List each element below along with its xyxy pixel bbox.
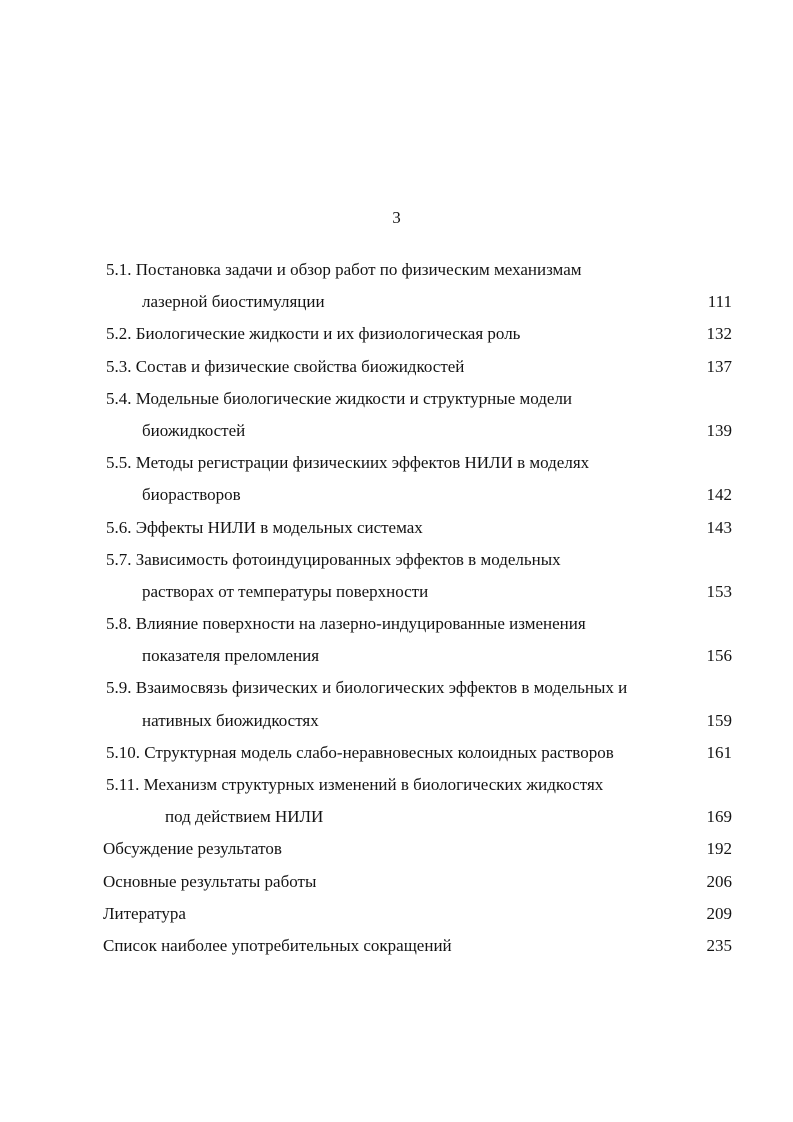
toc-entry	[0, 866, 793, 898]
toc-entry	[0, 898, 793, 930]
toc-entry-title: 5.11. Механизм структурных изменений в биологических жидкостях	[106, 775, 604, 794]
toc-entry-title: под действием НИЛИ	[165, 807, 324, 827]
toc-entry-page: 142	[706, 485, 732, 505]
toc-entry	[0, 737, 793, 769]
page-number: 3	[392, 208, 401, 227]
toc-entry	[0, 930, 793, 962]
toc-entry-title: Основные результаты работы	[103, 871, 317, 891]
toc-entry-title: растворах от температуры поверхности	[142, 581, 429, 601]
toc-entry	[0, 544, 793, 576]
toc-entry-title: 5.4. Модельные биологические жидкости и структурные модели	[106, 388, 573, 408]
toc-entry	[0, 254, 793, 286]
toc-entry-title: 5.8. Влияние поверхности на лазерно-индуцированные изменения	[106, 614, 586, 634]
toc-entry	[0, 640, 793, 672]
toc-entry	[0, 318, 793, 350]
toc-entry-page: 156	[706, 646, 732, 666]
toc-entry-title: 5.6. Эффекты НИЛИ в модельных системах	[106, 517, 423, 537]
toc-entry	[0, 512, 793, 544]
toc-entry-page: 143	[706, 517, 732, 537]
toc-entry	[0, 479, 793, 511]
toc-entry-title: 5.7. Зависимость фотоиндуцированных эффектов в модельных	[106, 549, 561, 569]
toc-entry	[0, 383, 793, 415]
toc-entry-title: 5.2. Биологические жидкости и их физиологическая роль	[106, 324, 521, 344]
toc-entry	[0, 576, 793, 608]
toc-entry	[0, 833, 793, 865]
toc-entry-page: 137	[706, 356, 732, 376]
toc-entry	[0, 769, 793, 801]
toc-entry-page: 153	[706, 581, 732, 601]
toc-entry-page: 132	[706, 324, 732, 344]
toc-entry-title: лазерной биостимуляции	[142, 292, 325, 312]
toc-entry	[0, 415, 793, 447]
toc-entry-title: биорастворов	[142, 485, 241, 505]
toc-entry-page: 111	[707, 292, 732, 312]
toc-entry	[0, 351, 793, 383]
toc-entry-title: 5.1. Постановка задачи и обзор работ по физическим механизмам	[106, 260, 582, 279]
toc-entry-page: 209	[706, 903, 732, 923]
toc-entry-title: 5.3. Состав и физические свойства биожидкостей	[106, 356, 465, 376]
toc-entry	[0, 447, 793, 479]
toc-entry-title: показателя преломления	[142, 646, 320, 666]
toc-entry-page: 161	[706, 742, 732, 762]
toc-entry	[0, 801, 793, 833]
toc-entry-title: биожидкостей	[142, 420, 246, 440]
toc-entry	[0, 608, 793, 640]
toc-entry-title: Литература	[103, 903, 186, 923]
toc-entry-title: Обсуждение результатов	[103, 839, 282, 859]
toc-entry-title: Список наиболее употребительных сокращений	[103, 935, 452, 955]
toc-entry-page: 159	[706, 710, 732, 730]
toc-entry-title: 5.5. Методы регистрации физическиих эффектов НИЛИ в моделях	[106, 453, 590, 473]
toc-entry-page: 192	[706, 839, 732, 859]
toc-entry	[0, 672, 793, 704]
toc-entry-title: 5.10. Структурная модель слабо-неравновесных колоидных растворов	[106, 742, 614, 762]
toc-entry	[0, 705, 793, 737]
toc-entry-page: 235	[706, 935, 732, 955]
toc-entry	[0, 286, 793, 318]
table-of-contents	[0, 254, 793, 962]
toc-entry-title: нативных биожидкостях	[142, 710, 319, 730]
toc-entry-page: 169	[706, 807, 732, 827]
toc-entry-page: 206	[706, 871, 732, 891]
toc-entry-page: 139	[706, 420, 732, 440]
toc-entry-title: 5.9. Взаимосвязь физических и биологических эффектов в модельных и	[106, 678, 628, 698]
